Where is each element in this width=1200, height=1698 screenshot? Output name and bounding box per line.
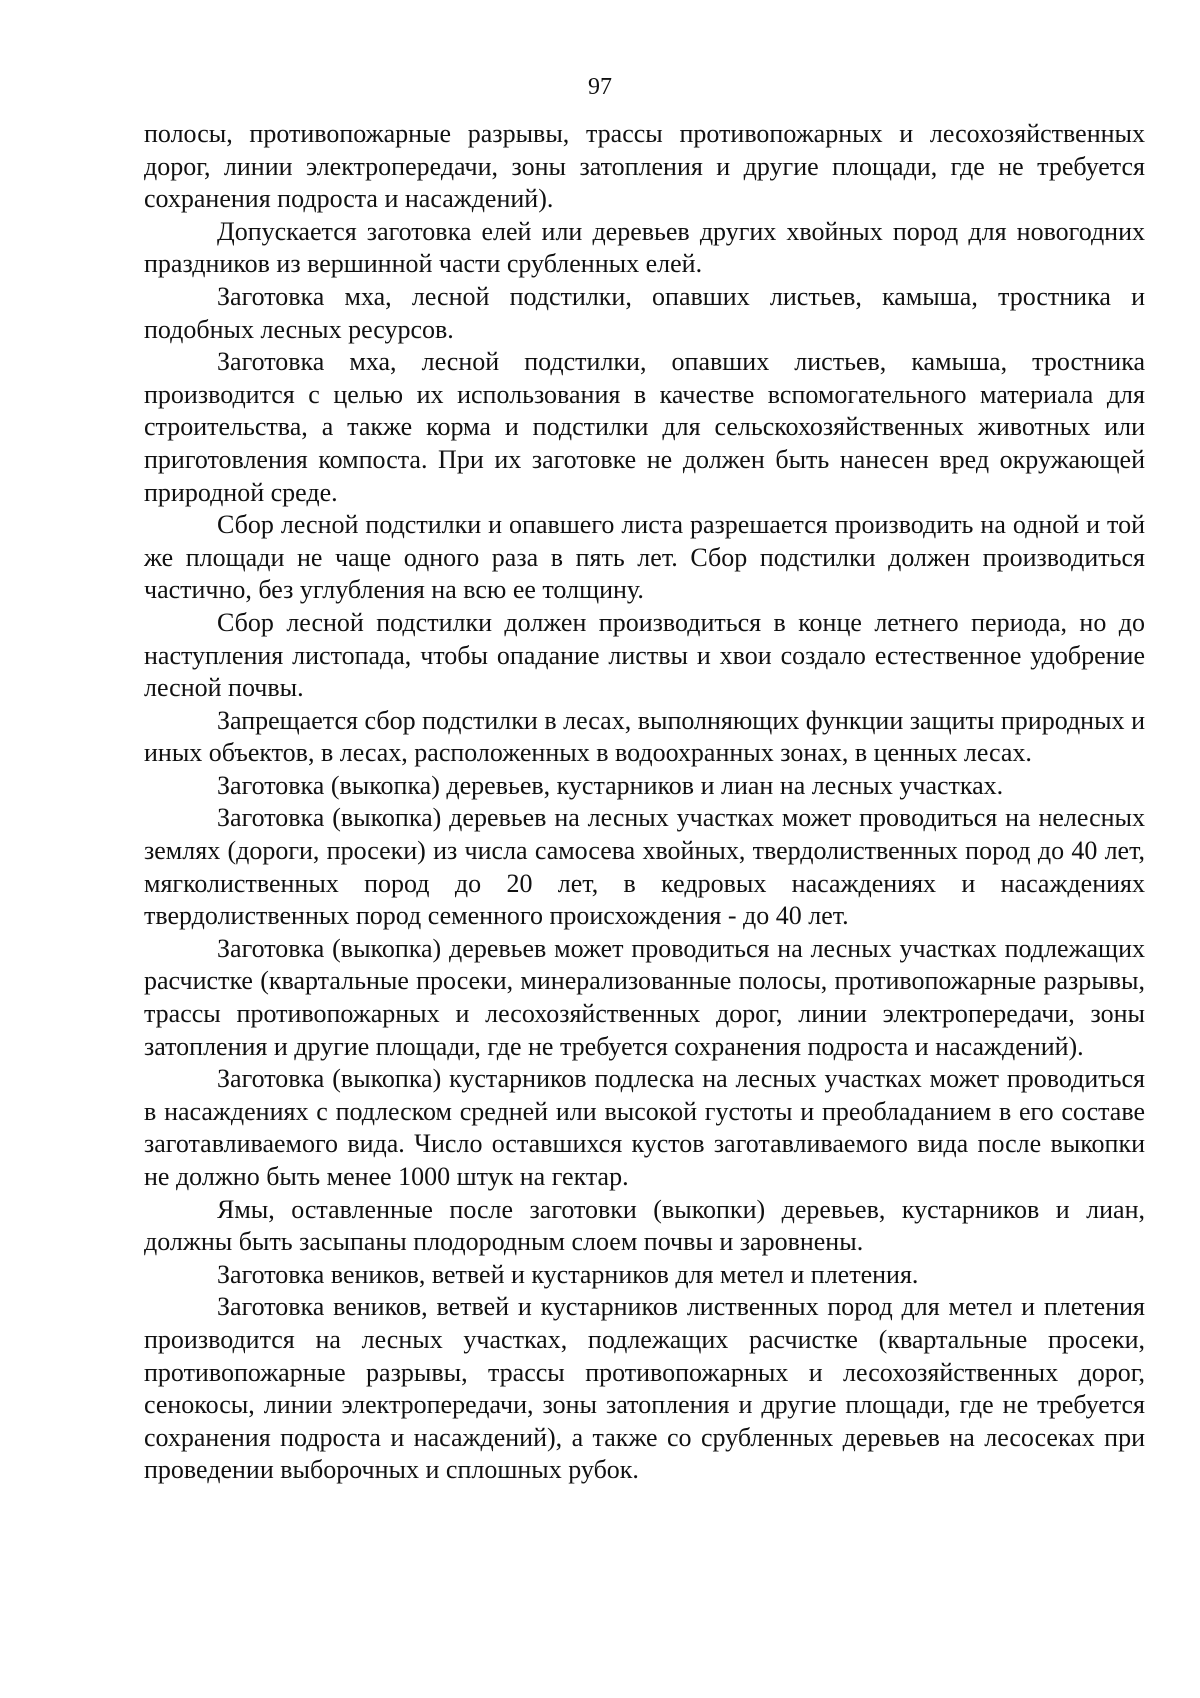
paragraph: Заготовка (выкопка) деревьев на лесных участках может проводиться на нелесных землях (дороги, просеки) из числа самосева хвойных, твердолиственных пород до 40 лет, мягколиственных пород до 20 лет, в кедровых насаждениях и насаждениях твердолиственных пород семенного происхождения - до 40 лет. (144, 803, 1145, 931)
paragraph: Заготовка (выкопка) кустарников подлеска на лесных участках может проводиться в насаждениях с подлеском средней или высокой густоты и преобладанием в его составе заготавливаемого вида. Число оставшихся кустов заготавливаемого вида после выкопки не должно быть менее 1000 штук на гектар. (144, 1064, 1145, 1191)
paragraph: Заготовка (выкопка) деревьев, кустарников и лиан на лесных участках. (217, 770, 1004, 800)
document-body (144, 118, 1145, 1487)
paragraph: Запрещается сбор подстилки в лесах, выполняющих функции защиты природных и иных объектов, в лесах, расположенных в водоохранных зонах, в ценных лесах. (144, 705, 1145, 768)
paragraph-continued: полосы, противопожарные разрывы, трассы противопожарных и лесохозяйственных дорог, линии электропередачи, зоны затопления и другие площади, где не требуется сохранения подроста и насаждений). (144, 119, 1145, 214)
paragraph: Заготовка мха, лесной подстилки, опавших листьев, камыша, тростника производится с целью их использования в качестве вспомогательного материала для строительства, а также корма и подстилки для сельскохозяйственных животных или приготовления компоста. При их заготовке не должен быть нанесен вред окружающей природной среде. (144, 347, 1145, 507)
paragraph: Сбор лесной подстилки и опавшего листа разрешается производить на одной и той же площади не чаще одного раза в пять лет. Сбор подстилки должен производиться частично, без углубления на всю ее толщину. (144, 510, 1145, 605)
paragraph: Ямы, оставленные после заготовки (выкопки) деревьев, кустарников и лиан, должны быть засыпаны плодородным слоем почвы и заровнены. (144, 1194, 1145, 1257)
page-number: 97 (588, 74, 612, 100)
paragraph: Заготовка веников, ветвей и кустарников лиственных пород для метел и плетения производится на лесных участках, подлежащих расчистке (квартальные просеки, противопожарные разрывы, трассы противопожарных и лесохозяйственных дорог, сенокосы, линии электропередачи, зоны затопления и другие площади, где не требуется сохранения подроста и насаждений), а также со срубленных деревьев на лесосеках при проведении выборочных и сплошных рубок. (144, 1292, 1145, 1485)
paragraph: Заготовка веников, ветвей и кустарников для метел и плетения. (217, 1259, 919, 1289)
paragraph: Допускается заготовка елей или деревьев других хвойных пород для новогодних праздников из вершинной части срубленных елей. (144, 216, 1145, 279)
paragraph: Заготовка (выкопка) деревьев может проводиться на лесных участках подлежащих расчистке (квартальные просеки, минерализованные полосы, противопожарные разрывы, трассы противопожарных и лесохозяйственных дорог, линии электропередачи, зоны затопления и другие площади, где не требуется сохранения подроста и насаждений). (144, 933, 1145, 1061)
paragraph: Заготовка мха, лесной подстилки, опавших листьев, камыша, тростника и подобных лесных ресурсов. (144, 281, 1145, 344)
paragraph: Сбор лесной подстилки должен производиться в конце летнего периода, но до наступления листопада, чтобы опадание листвы и хвои создало естественное удобрение лесной почвы. (144, 607, 1145, 703)
